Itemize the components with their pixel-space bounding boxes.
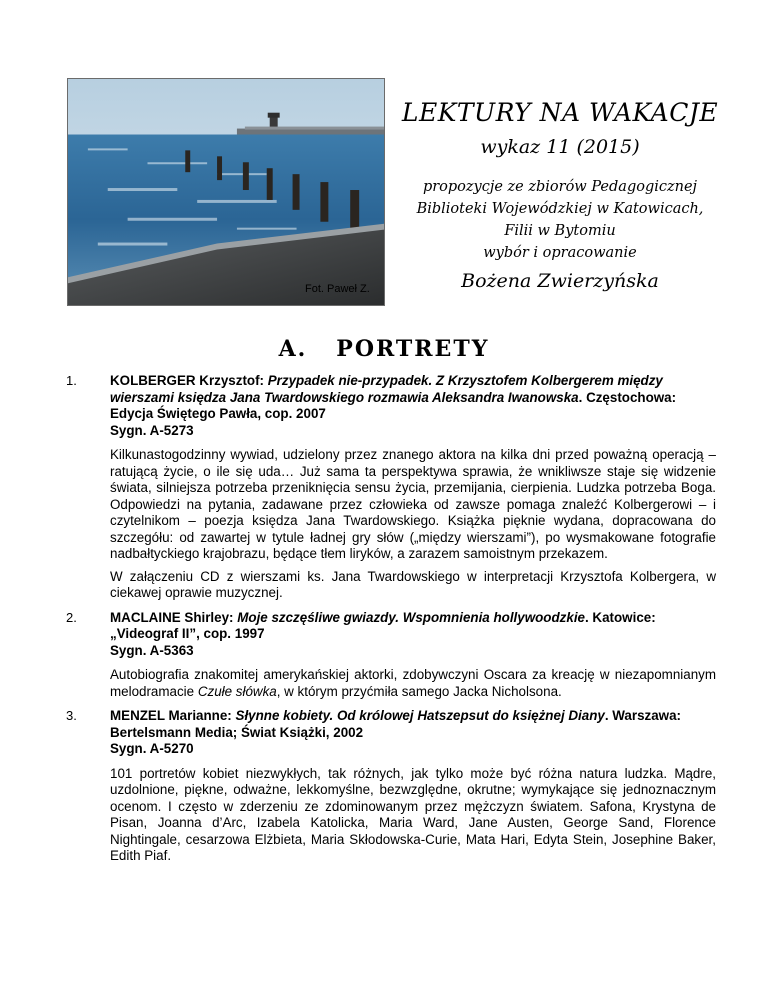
- bibliographic-record: [110, 373, 716, 439]
- header-description-line: Biblioteki Wojewódzkiej w Katowicach,: [416, 201, 704, 217]
- book-title: Słynne kobiety. Od królowej Hatszepsut do księżnej Diany: [235, 708, 605, 723]
- photo-credit: Fot. Paweł Z.: [305, 283, 370, 295]
- book-author: KOLBERGER Krzysztof:: [110, 373, 264, 388]
- entry-number: 2.: [66, 609, 77, 625]
- book-signature: Sygn. A-5270: [110, 741, 194, 756]
- book-description: Kilkunastogodzinny wywiad, udzielony przez znanego aktora na kilka dni przed poważną operacją – ratującą życie, o ile się uda… Już sama ta perspektywa sprawia, że wnikliwsze staje się widzenie świata, silniejsza potrzeba przeniknięcia sensu życia, przemijania, cierpienia. Ludzka potrzeba Boga. Odpowiedzi na pytania, zadawane przez człowieka od zawsze pomaga znaleźć Kolbergerowi – i czytelnikom – poezja księdza Jana Twardowskiego. Książka pięknie wydana, dopracowana do szczegółu: od zawartej w tytule ładnej gry słów („między wierszami”), po wysmakowane fotografie nadbałtyckiego krajobrazu, będące tłem liryków, a zarazem samoistnym przekazem.: [110, 447, 716, 561]
- book-signature: Sygn. A-5273: [110, 422, 194, 438]
- book-publication: . Katowice: „Videograf II”, cop. 1997: [110, 609, 656, 641]
- section-title: A. PORTRETY: [278, 336, 490, 362]
- header-description-line: Filii w Bytomiu: [504, 223, 616, 239]
- book-description: [110, 667, 716, 700]
- book-publication: . Warszawa: Bertelsmann Media; Świat Książki, 2002: [110, 708, 681, 740]
- entry-number: 3.: [66, 708, 77, 723]
- book-description: 101 portretów kobiet niezwykłych, tak różnych, jak tylko może być różna natura ludzka. Mądre, uzdolnione, piękne, odważne, lekkomyślne, bezwzględne, okrutne; wymykające się jednoznacznym ocenom. I często w zderzeniu ze zdominowanym przez mężczyzn światem. Safona, Krystyna de Pisan, Joanna d’Arc, Izabela Katolicka, Maria Ward, Jane Austen, George Sand, Florence Nightingale, cesarzowa Elżbieta, Maria Skłodowska-Curie, Mata Hari, Edyta Stein, Josephine Baker, Edith Piaf.: [110, 765, 716, 863]
- header-author: Bożena Zwierzyńska: [461, 270, 659, 292]
- page-title: LEKTURY NA WAKACJE: [401, 98, 719, 127]
- bibliographic-record: [110, 610, 716, 660]
- book-signature: Sygn. A-5363: [110, 642, 194, 658]
- bibliographic-record: [110, 708, 716, 758]
- lighthouse-photo: [67, 78, 385, 306]
- book-list: [66, 373, 716, 873]
- book-title: Moje szczęśliwe gwiazdy. Wspomnienia hollywoodzkie: [237, 609, 585, 625]
- book-entry: [66, 373, 716, 602]
- book-author: MACLAINE Shirley:: [110, 609, 234, 625]
- film-title: Czułe słówka: [197, 683, 277, 699]
- page-subtitle: wykaz 11 (2015): [480, 136, 640, 158]
- book-entry: [66, 610, 716, 701]
- book-description: W załączeniu CD z wierszami ks. Jana Twardowskiego w interpretacji Krzysztofa Kolbergera, w ciekawej oprawie muzycznej.: [110, 568, 716, 600]
- header-description-line: propozycje ze zbiorów Pedagogicznej: [422, 179, 698, 195]
- book-author: MENZEL Marianne:: [110, 708, 232, 723]
- header-description-line: wybór i opracowanie: [483, 245, 637, 261]
- description-text: , w którym przyćmiła samego Jacka Nicholsona.: [276, 683, 562, 699]
- lighthouse-photo-image: [68, 79, 384, 305]
- book-entry: [66, 708, 716, 865]
- entry-number: 1.: [66, 373, 77, 388]
- description-text: Autobiografia znakomitej amerykańskiej aktorki, zdobywczyni Oscara za kreację w niezapomnianym melodramacie: [110, 667, 716, 699]
- page-header: [390, 98, 730, 294]
- book-publication: . Częstochowa: Edycja Świętego Pawła, cop. 2007: [110, 389, 677, 421]
- book-title: Przypadek nie-przypadek. Z Krzysztofem Kolbergerem między wierszami księdza Jana Twardowskiego rozmawia Aleksandra Iwanowska: [110, 373, 663, 405]
